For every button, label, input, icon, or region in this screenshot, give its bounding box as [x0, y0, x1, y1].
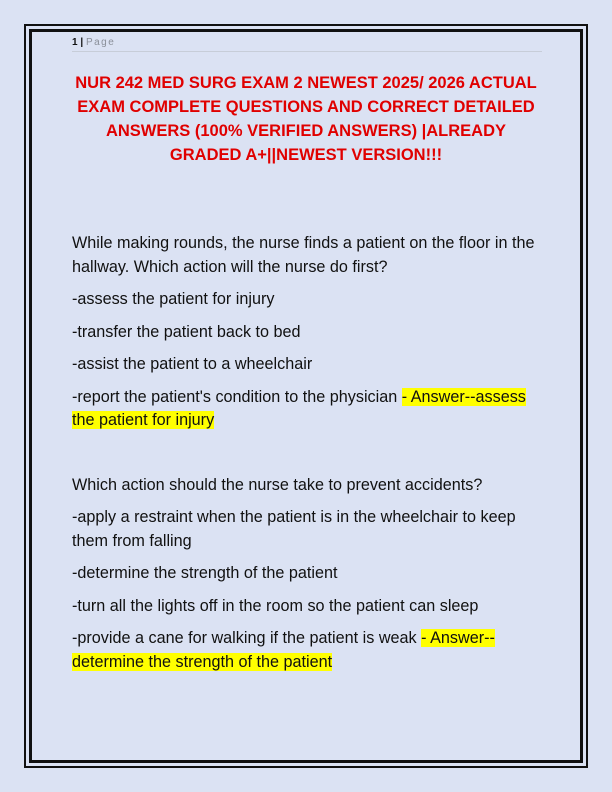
answer-option: -report the patient's condition to the physician [72, 387, 398, 406]
correct-answer: - Answer--determine the strength of the patient [72, 629, 495, 671]
page-label: Page [85, 37, 116, 48]
document-title: NUR 242 MED SURG EXAM 2 NEWEST 2025/ 2026 ACTUAL EXAM COMPLETE QUESTIONS AND CORRECT DETAILED ANSWERS (100% VERIFIED ANSWERS) |ALREADY GRADED A+||NEWEST VERSION!!! [75, 74, 537, 164]
header-separator: | [80, 37, 84, 48]
answer-option: -transfer the patient back to bed [72, 322, 301, 341]
answer-option-with-answer [72, 627, 546, 674]
question-block [72, 232, 546, 433]
answer-option: -turn all the lights off in the room so the patient can sleep [72, 596, 479, 615]
answer-option: -assess the patient for injury [72, 290, 275, 308]
answer-option-with-answer [72, 386, 546, 433]
answer-option: -apply a restraint when the patient is in the wheelchair to keep them from falling [72, 508, 516, 550]
document-body [72, 232, 546, 683]
answer-option: -assist the patient to a wheelchair [72, 355, 313, 373]
answer-option: -provide a cane for walking if the patient is weak [72, 629, 417, 647]
correct-answer: - Answer--assess the patient for injury [72, 387, 526, 429]
answer-option: -determine the strength of the patient [72, 564, 338, 582]
question-block [72, 474, 546, 675]
page-number: 1 [72, 37, 78, 48]
page-header [72, 37, 542, 52]
question-text: While making rounds, the nurse finds a patient on the floor in the hallway. Which action will the nurse do first? [72, 234, 535, 276]
question-text: Which action should the nurse take to prevent accidents? [72, 475, 483, 494]
